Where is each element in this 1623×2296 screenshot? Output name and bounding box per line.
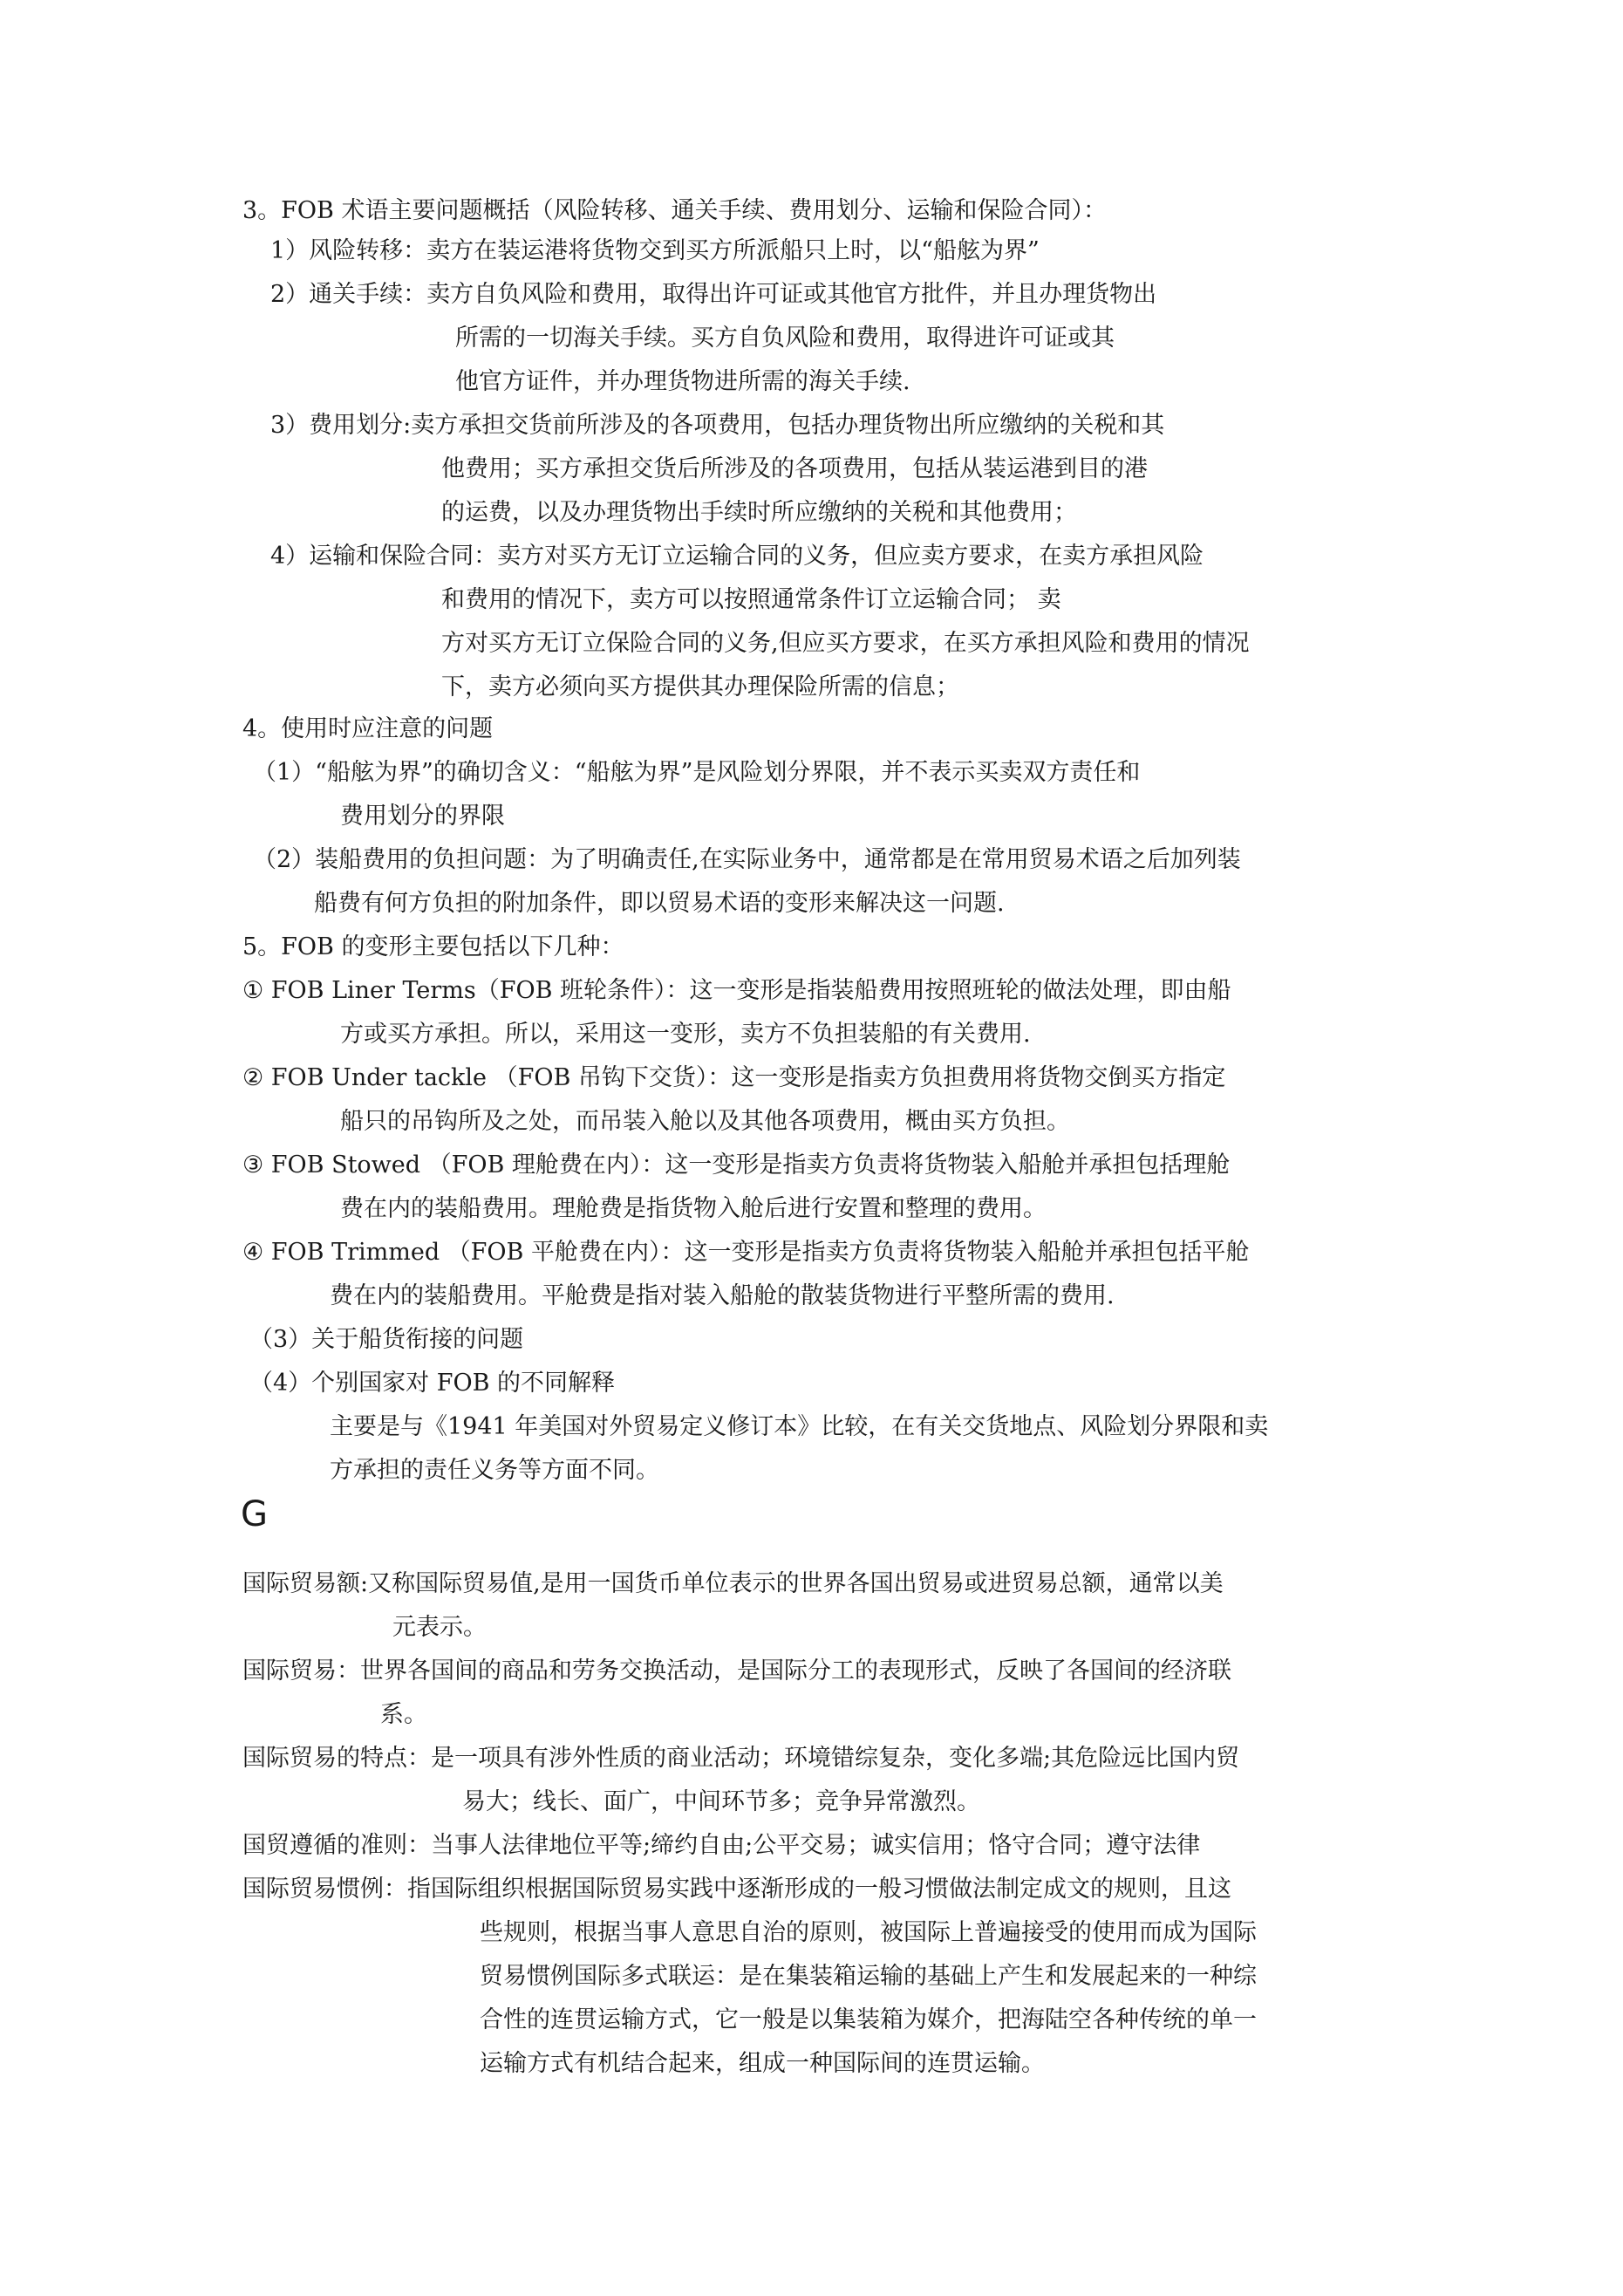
item-contract-line-4: 下，卖方必须向买方提供其办理保险所需的信息； — [441, 673, 959, 700]
item-customs-line-3: 他官方证件，并办理货物进所需的海关手续. — [455, 368, 910, 395]
variant-4-line-2: 费在内的装船费用。平舱费是指对装入船舱的散装货物进行平整所需的费用. — [330, 1282, 1115, 1309]
section-letter: G — [241, 1494, 268, 1534]
section-5-heading: 5。FOB 的变形主要包括以下几种： — [242, 933, 624, 960]
item-contract-line-1: 4）运输和保险合同：卖方对买方无订立运输合同的义务，但应卖方要求，在卖方承担风险 — [270, 543, 1204, 570]
note-1-line-1: （1）“船舷为界”的确切含义：“船舷为界”是风险划分界限，并不表示买卖双方责任和 — [253, 759, 1141, 786]
variant-2-line-1: ② FOB Under tackle （FOB 吊钩下交货）：这一变形是指卖方负担费用将货物交倒买方指定 — [242, 1064, 1226, 1091]
note-4-line-2: 方承担的责任义务等方面不同。 — [330, 1457, 659, 1484]
item-customs-line-2: 所需的一切海关手续。买方自负风险和费用，取得进许可证或其 — [455, 325, 1115, 352]
entry-trade-line-2: 系。 — [380, 1701, 427, 1728]
variant-1-line-1: ① FOB Liner Terms（FOB 班轮条件）：这一变形是指装船费用按照班轮的做法处理，即由船 — [242, 977, 1231, 1004]
variant-2-line-2: 船只的吊钩所及之处，而吊装入舱以及其他各项费用，概由买方负担。 — [340, 1108, 1070, 1135]
note-4-line-1: 主要是与《1941 年美国对外贸易定义修订本》比较，在有关交货地点、风险划分界限和卖 — [330, 1413, 1269, 1440]
variant-1-line-2: 方或买方承担。所以，采用这一变形，卖方不负担装船的有关费用. — [340, 1021, 1031, 1048]
entry-features-line-1: 国际贸易的特点：是一项具有涉外性质的商业活动；环境错综复杂，变化多端;其危险远比国内贸 — [242, 1745, 1240, 1772]
entry-practices-line-4: 合性的连贯运输方式，它一般是以集装箱为媒介，把海陆空各种传统的单一 — [480, 2006, 1257, 2033]
item-contract-line-3: 方对买方无订立保险合同的义务,但应买方要求，在买方承担风险和费用的情况 — [441, 630, 1250, 657]
variant-3-line-2: 费在内的装船费用。理舱费是指货物入舱后进行安置和整理的费用。 — [340, 1195, 1047, 1222]
section-3-heading: 3。FOB 术语主要问题概括（风险转移、通关手续、费用划分、运输和保险合同）： — [242, 197, 1107, 224]
note-2-line-2: 船费有何方负担的附加条件，即以贸易术语的变形来解决这一问题. — [314, 890, 1005, 917]
note-1-line-2: 费用划分的界限 — [340, 803, 505, 830]
item-customs-line-1: 2）通关手续：卖方自负风险和费用，取得出许可证或其他官方批件，并且办理货物出 — [270, 281, 1157, 308]
note-4: （4）个别国家对 FOB 的不同解释 — [249, 1370, 616, 1397]
entry-trade-value-line-2: 元表示。 — [392, 1614, 487, 1641]
item-cost-line-1: 3）费用划分:卖方承担交货前所涉及的各项费用，包括办理货物出所应缴纳的关税和其 — [270, 412, 1165, 439]
entry-practices-line-3: 贸易惯例国际多式联运：是在集装箱运输的基础上产生和发展起来的一种综 — [480, 1963, 1257, 1990]
entry-trade-value-line-1: 国际贸易额:又称国际贸易值,是用一国货币单位表示的世界各国出贸易或进贸易总额，通常以美 — [242, 1570, 1224, 1597]
entry-trade-line-1: 国际贸易：世界各国间的商品和劳务交换活动，是国际分工的表现形式，反映了各国间的经济联 — [242, 1657, 1231, 1684]
section-4-heading: 4。使用时应注意的问题 — [242, 715, 494, 742]
item-risk-transfer: 1）风险转移：卖方在装运港将货物交到买方所派船只上时，以“船舷为界” — [270, 237, 1040, 264]
item-contract-line-2: 和费用的情况下，卖方可以按照通常条件订立运输合同； 卖 — [441, 586, 1061, 613]
entry-principles: 国贸遵循的准则：当事人法律地位平等;缔约自由;公平交易；诚实信用；恪守合同；遵守法律 — [242, 1832, 1201, 1859]
entry-practices-line-1: 国际贸易惯例：指国际组织根据国际贸易实践中逐渐形成的一般习惯做法制定成文的规则，且这 — [242, 1876, 1231, 1903]
item-cost-line-2: 他费用；买方承担交货后所涉及的各项费用，包括从装运港到目的港 — [441, 455, 1148, 482]
variant-4-line-1: ④ FOB Trimmed （FOB 平舱费在内）：这一变形是指卖方负责将货物装入船舱并承担包括平舱 — [242, 1239, 1250, 1266]
variant-3-line-1: ③ FOB Stowed （FOB 理舱费在内）：这一变形是指卖方负责将货物装入船舱并承担包括理舱 — [242, 1151, 1231, 1179]
entry-features-line-2: 易大；线长、面广，中间环节多；竞争异常激烈。 — [462, 1788, 980, 1815]
note-3: （3）关于船货衔接的问题 — [249, 1326, 524, 1353]
item-cost-line-3: 的运费，以及办理货物出手续时所应缴纳的关税和其他费用； — [441, 499, 1077, 526]
note-2-line-1: （2）装船费用的负担问题：为了明确责任,在实际业务中，通常都是在常用贸易术语之后加列装 — [253, 846, 1241, 873]
entry-practices-line-2: 些规则，根据当事人意思自治的原则，被国际上普遍接受的使用而成为国际 — [480, 1919, 1257, 1946]
entry-practices-line-5: 运输方式有机结合起来，组成一种国际间的连贯运输。 — [480, 2050, 1045, 2077]
